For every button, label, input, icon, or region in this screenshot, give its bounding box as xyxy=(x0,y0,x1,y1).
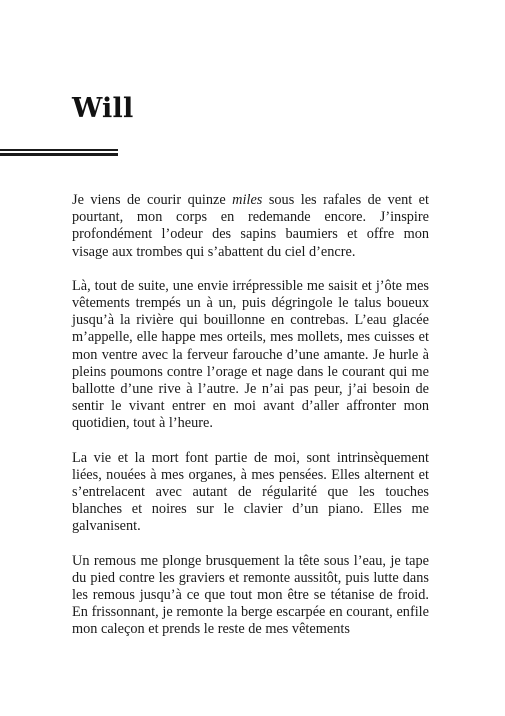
paragraph-1 xyxy=(72,192,429,261)
paragraph-1-before: Je viens de courir quinze xyxy=(72,192,233,208)
paragraph-4: Un remous me plonge brusquement la tête sous l’eau, je tape du pied contre les graviers et remonte aussitôt, puis lutte dans les remous jusqu’à ce que tout mon être se tétanise de froid. En frissonnant, je remonte la berge escarpée en courant, enfile mon caleçon et prends le reste de mes vêtements xyxy=(72,552,429,638)
paragraph-3: La vie et la mort font partie de moi, sont intrinsèquement liées, nouées à mes organes, à mes pensées. Elles alternent et s’entrelacent avec autant de régularité que les touches blanches et noires sur le clavier d’un piano. Elles me galvanisent. xyxy=(72,449,429,535)
chapter-title: Will xyxy=(72,93,134,124)
chapter-body xyxy=(72,192,429,639)
paragraph-1-after: sous les rafales de vent et pourtant, mon corps en redemande encore. J’inspire profondément l’odeur des sapins baumiers et offre mon visage aux trombes qui s’abattent du ciel d’encre. xyxy=(72,192,429,260)
chapter-rule-thin xyxy=(0,149,118,151)
paragraph-2: Là, tout de suite, une envie irrépressible me saisit et j’ôte mes vêtements trempés un à un, puis dégringole le talus boueux jusqu’à la rivière qui bouillonne en contrebas. L’eau glacée m’appelle, elle happe mes orteils, mes mollets, mes cuisses et mon ventre avec la ferveur farouche d’une amante. Je hurle à pleins poumons contre l’orage et nage dans le courant qui me ballotte d’une rive à l’autre. Je n’ai pas peur, j’ai besoin de sentir le vivant entrer en moi avant d’aller affronter mon quotidien, tout à l’heure. xyxy=(72,277,429,432)
chapter-rule-thick xyxy=(0,153,118,156)
paragraph-1-emphasis: miles xyxy=(232,192,263,208)
